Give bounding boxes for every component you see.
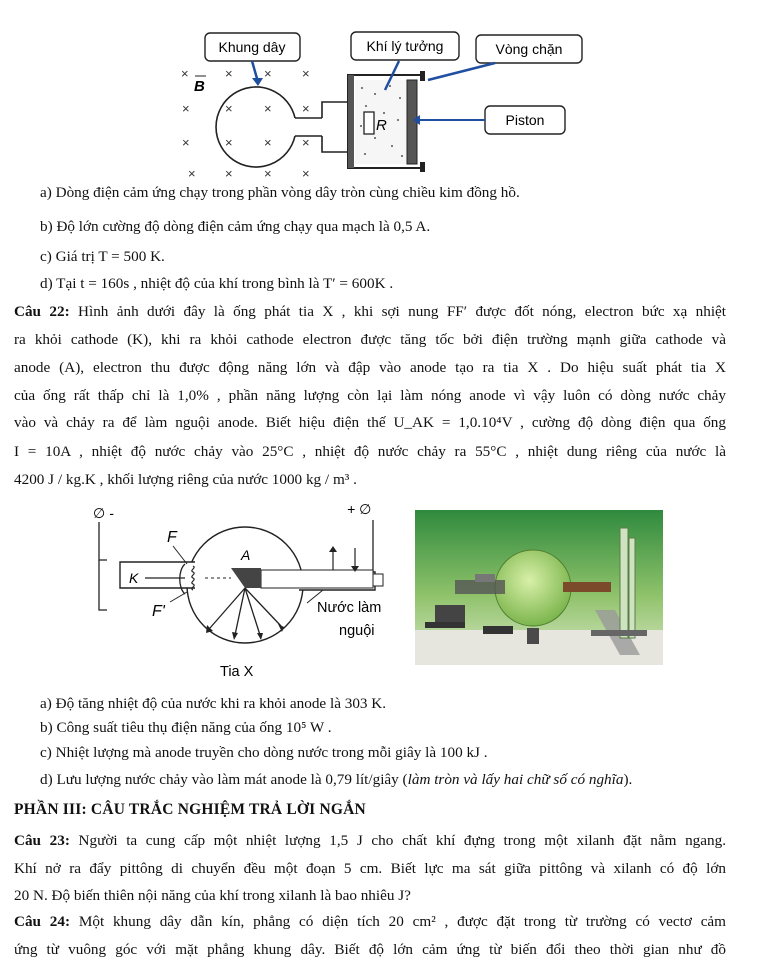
svg-text:×: × [264,66,272,81]
q24-line-1 [14,912,726,932]
svg-text:×: × [302,66,310,81]
label-ring: Vòng chặn [495,41,563,57]
filament-f-label: F [167,529,177,546]
xray-apparatus-photo [415,510,663,665]
q21-option-d: d) Tại t = 160s , nhiệt độ của khí trong bình là T′ = 600K . [40,275,394,292]
xray-tube-diagram [85,500,420,685]
q22-option-d-end: ). [623,771,633,788]
coil-loop [216,87,295,167]
q21-option-c: c) Giá trị T = 500 K. [40,248,165,265]
q23-line-1 [14,831,726,851]
q22-line-3: anode (A), electron thu được động năng lớn và đập vào anode tạo ra tia X . Do hiệu suất phát tia X [14,359,726,376]
q24-line-2: ứng từ vuông góc với mặt phẳng khung dây. Biết độ lớn cảm ứng từ biến đổi theo thời gian như đồ [14,941,726,958]
q24-label: Câu 24: [14,913,71,930]
q22-line-5: vào và chảy ra để làm nguội anode. Biết hiệu điện thế U_AK = 1,0.10⁴V , cường độ dòng điện qua ống [14,414,726,431]
svg-text:×: × [302,135,310,150]
q23-text-1: Người ta cung cấp một nhiệt lượng 1,5 J cho chất khí đựng trong một xilanh đặt nằm ngang. [78,832,726,849]
q21-option-b: b) Độ lớn cường độ dòng điện cảm ứng chạy qua mạch là 0,5 A. [40,218,431,235]
xray-label: Tia X [220,664,254,680]
q22-label: Câu 22: [14,303,70,320]
svg-text:×: × [182,135,190,150]
svg-text:×: × [302,166,310,181]
svg-text:×: × [188,166,196,181]
q22-line-2: ra khỏi cathode (K), khi ra khỏi cathode electron được tăng tốc bởi điện trường mạnh giữa cathode và [14,331,726,348]
svg-text:×: × [264,101,272,116]
cooling-water-label-2: nguội [339,623,375,639]
q21-option-a: a) Dòng điện cảm ứng chạy trong phần vòng dây tròn cùng chiều kim đồng hồ. [40,184,520,201]
svg-text:×: × [225,66,233,81]
q24-text-1: Một khung dây dẫn kín, phẳng có diện tích 20 cm² , được đặt trong từ trường có vectơ cảm [78,913,726,930]
resistor [364,112,374,134]
q22-option-d-italic: làm tròn và lấy hai chữ số có nghĩa [407,771,624,788]
svg-text:×: × [264,135,272,150]
q22-line-7: 4200 J / kg.K , khối lượng riêng của nước 1000 kg / m³ . [14,471,357,488]
svg-text:×: × [302,101,310,116]
q22-option-b: b) Công suất tiêu thụ điện năng của ống 10⁵ W . [40,719,332,736]
q22-line-4: của ống rất thấp chỉ là 1,0% , phần năng lượng còn lại làm nóng anode vì vậy luôn có dòng nước chảy [14,387,726,404]
label-gas: Khí lý tưởng [366,38,444,54]
svg-text:×: × [225,166,233,181]
svg-text:×: × [225,101,233,116]
cathode-label: K [129,570,139,586]
plus-terminal: + ∅ [347,501,372,517]
resistor-label: R [376,117,387,134]
piston [407,80,417,164]
filament-fprime-label: F' [152,603,165,620]
anode-label: A [241,547,251,563]
cooling-water-label-1: Nước làm [317,600,382,616]
svg-text:×: × [225,135,233,150]
svg-text:×: × [181,66,189,81]
part-3-heading: PHẦN III: CÂU TRẮC NGHIỆM TRẢ LỜI NGẮN [14,801,366,818]
b-field-label: B [194,78,205,95]
minus-terminal: ∅ - [93,505,114,521]
label-piston: Piston [505,112,545,128]
q22-option-c: c) Nhiệt lượng mà anode truyền cho dòng nước trong mỗi giây là 100 kJ . [40,744,488,761]
q22-text-1: Hình ảnh dưới đây là ống phát tia X , khi sợi nung FF′ được đốt nóng, electron bức xạ nhiệt [78,303,726,320]
q22-option-d [40,770,632,790]
q22-option-d-main: d) Lưu lượng nước chảy vào làm mát anode là 0,79 lít/giây ( [40,771,408,788]
svg-text:×: × [264,166,272,181]
q23-label: Câu 23: [14,832,70,849]
q22-line-1 [14,302,726,322]
svg-text:×: × [182,101,190,116]
coil-piston-figure [170,28,590,183]
q23-line-2: Khí nở ra đẩy pittông di chuyển đều một đoạn 5 cm. Biết lực ma sát giữa pittông và xilanh có độ lớn [14,860,726,877]
q22-option-a: a) Độ tăng nhiệt độ của nước khi ra khỏi anode là 303 K. [40,695,387,712]
q23-line-3: 20 N. Độ biến thiên nội năng của khí trong xilanh là bao nhiêu J? [14,887,411,904]
q22-line-6: I = 10A , nhiệt độ nước chảy vào 25°C , nhiệt độ nước chảy ra 55°C , nhiệt dung riêng của nước là [14,443,726,460]
label-coil: Khung dây [218,39,286,55]
